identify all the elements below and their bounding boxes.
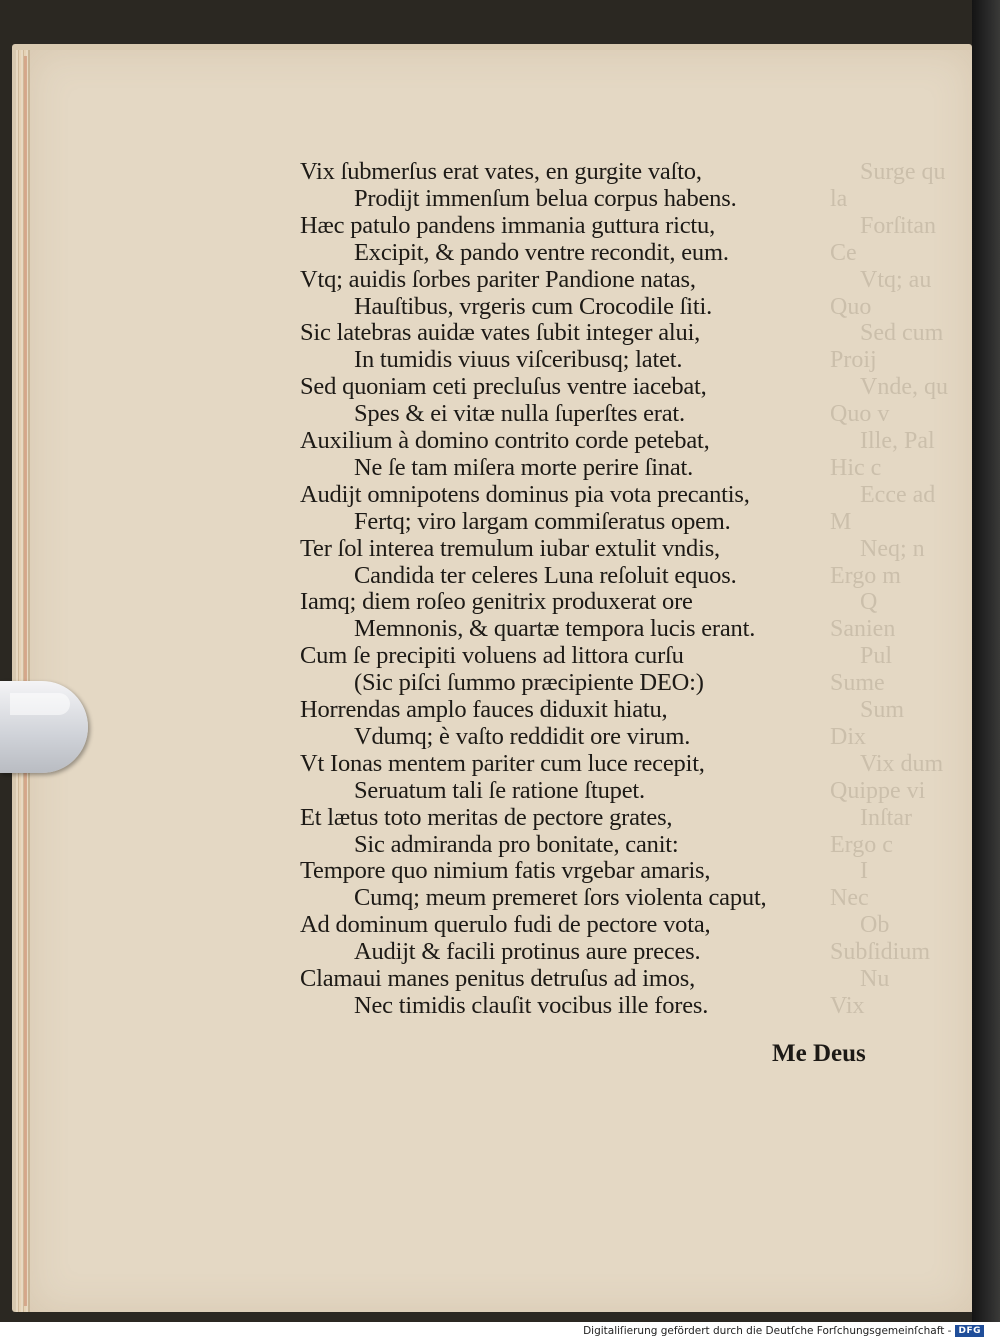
- show-through-line: Dix: [830, 723, 866, 750]
- poem-line: Ter ſol interea tremulum iubar extulit vndis,: [300, 534, 720, 562]
- show-through-line: Sume: [830, 670, 885, 697]
- poem-line: Ad dominum querulo fudi de pectore vota,: [300, 911, 711, 939]
- catchword: Me Deus: [772, 1040, 866, 1067]
- show-through-line: Pul: [860, 643, 893, 670]
- poem-line: (Sic piſci ſummo præcipiente DEO:): [354, 669, 704, 697]
- poem-line: Seruatum tali ſe ratione ſtupet.: [354, 776, 645, 804]
- poem-line: Nec timidis clauſit vocibus ille fores.: [354, 991, 709, 1019]
- show-through-line: Sanien: [830, 616, 896, 643]
- poem-line: Ne ſe tam miſera morte perire ſinat.: [354, 453, 694, 481]
- show-through-line: Hic c: [830, 454, 882, 481]
- poem-line: Candida ter celeres Luna reſoluit equos.: [354, 561, 737, 589]
- show-through-line: Surge qu: [860, 159, 946, 185]
- show-through-line: Subſidium: [830, 939, 931, 966]
- show-through-line: Vnde, qu: [860, 374, 948, 401]
- show-through-line: Vtq; au: [860, 266, 932, 293]
- poem-line: Memnonis, & quartæ tempora lucis erant.: [354, 615, 756, 643]
- poem-line: Auxilium à domino contrito corde petebat,: [300, 427, 710, 454]
- binding-shadow: [972, 0, 1000, 1322]
- poem-line: Tempore quo nimium fatis vrgebar amaris,: [300, 857, 711, 885]
- show-through-line: Vix dum: [860, 750, 944, 777]
- poem-line: Audijt omnipotens dominus pia vota precantis,: [300, 480, 750, 508]
- poem-line: Et lætus toto meritas de pectore grates,: [300, 803, 673, 831]
- show-through-line: Neq; n: [860, 535, 925, 562]
- show-through-line: Sed cum: [860, 320, 944, 347]
- poem-line: Sed quoniam ceti precluſus ventre iacebat,: [300, 373, 707, 401]
- show-through-text: [790, 159, 948, 1060]
- show-through-line: Ergo m: [830, 562, 901, 589]
- poem-line: Prodijt immenſum belua corpus habens.: [354, 184, 737, 212]
- show-through-line: Vix: [830, 992, 865, 1019]
- poem-line: Cum ſe precipiti voluens ad littora curſu: [300, 642, 684, 670]
- show-through-line: Quo v: [830, 401, 890, 428]
- show-through-line: I: [860, 858, 868, 885]
- poem-line: Vdumq; è vaſto reddidit ore virum.: [354, 722, 691, 750]
- poem-line: Sic admiranda pro bonitate, canit:: [354, 830, 679, 858]
- poem-line: Sic latebras auidæ vates ſubit integer alui,: [300, 319, 701, 347]
- show-through-line: Nec: [830, 885, 869, 912]
- poem-line: Hæc patulo pandens immania guttura rictu,: [300, 211, 715, 239]
- poem-line: Fertq; viro largam commiſeratus opem.: [354, 507, 731, 535]
- poem-line: Spes & ei vitæ nulla ſuperſtes erat.: [354, 400, 685, 428]
- poem-line: Cumq; meum premeret ſors violenta caput,: [354, 884, 767, 912]
- dfg-logo-icon: DFG: [955, 1325, 984, 1337]
- poem-line: Vtq; auidis ſorbes pariter Pandione natas,: [300, 265, 696, 293]
- show-through-line: la: [830, 185, 848, 212]
- poem-line: Hauſtibus, vrgeris cum Crocodile ſiti.: [354, 292, 713, 320]
- show-through-line: Quippe vi: [830, 777, 926, 804]
- show-through-line: Sum: [860, 697, 905, 723]
- digitization-credit: [583, 1325, 984, 1337]
- show-through-line: Nu: [860, 966, 890, 992]
- poem-line: Horrendas amplo fauces diduxit hiatu,: [300, 696, 668, 723]
- show-through-line: Forſitan: [860, 212, 936, 239]
- poem-line: In tumidis viuus viſceribusq; latet.: [354, 346, 683, 374]
- show-through-line: Quo: [830, 293, 872, 320]
- poem-line: Vt Ionas mentem pariter cum luce recepit,: [300, 749, 705, 777]
- show-through-line: Ecce ad: [860, 481, 936, 508]
- show-through-line: Proij: [830, 347, 877, 374]
- show-through-line: Q: [860, 589, 878, 616]
- show-through-line: Inſtar: [860, 804, 912, 831]
- show-through-line: Ob: [860, 912, 890, 939]
- poem-line: Audijt & facili protinus aure preces.: [354, 938, 701, 966]
- poem-line: Clamaui manes penitus detruſus ad imos,: [300, 965, 696, 992]
- show-through-line: M: [830, 508, 852, 535]
- show-through-line: Ce: [830, 239, 857, 266]
- poem-line: Vix ſubmerſus erat vates, en gurgite vaſto,: [300, 158, 702, 185]
- credit-text: Digitaliſierung gefördert durch die Deutſche Forſchungsgemeinſchaft -: [583, 1325, 952, 1337]
- page-clip: [0, 681, 88, 773]
- show-through-line: Ille, Pal: [860, 428, 935, 454]
- show-through-line: Ergo c: [830, 831, 893, 858]
- poem-line: Excipit, & pando ventre recondit, eum.: [354, 238, 729, 266]
- poem-line: Iamq; diem roſeo genitrix produxerat ore: [300, 588, 693, 616]
